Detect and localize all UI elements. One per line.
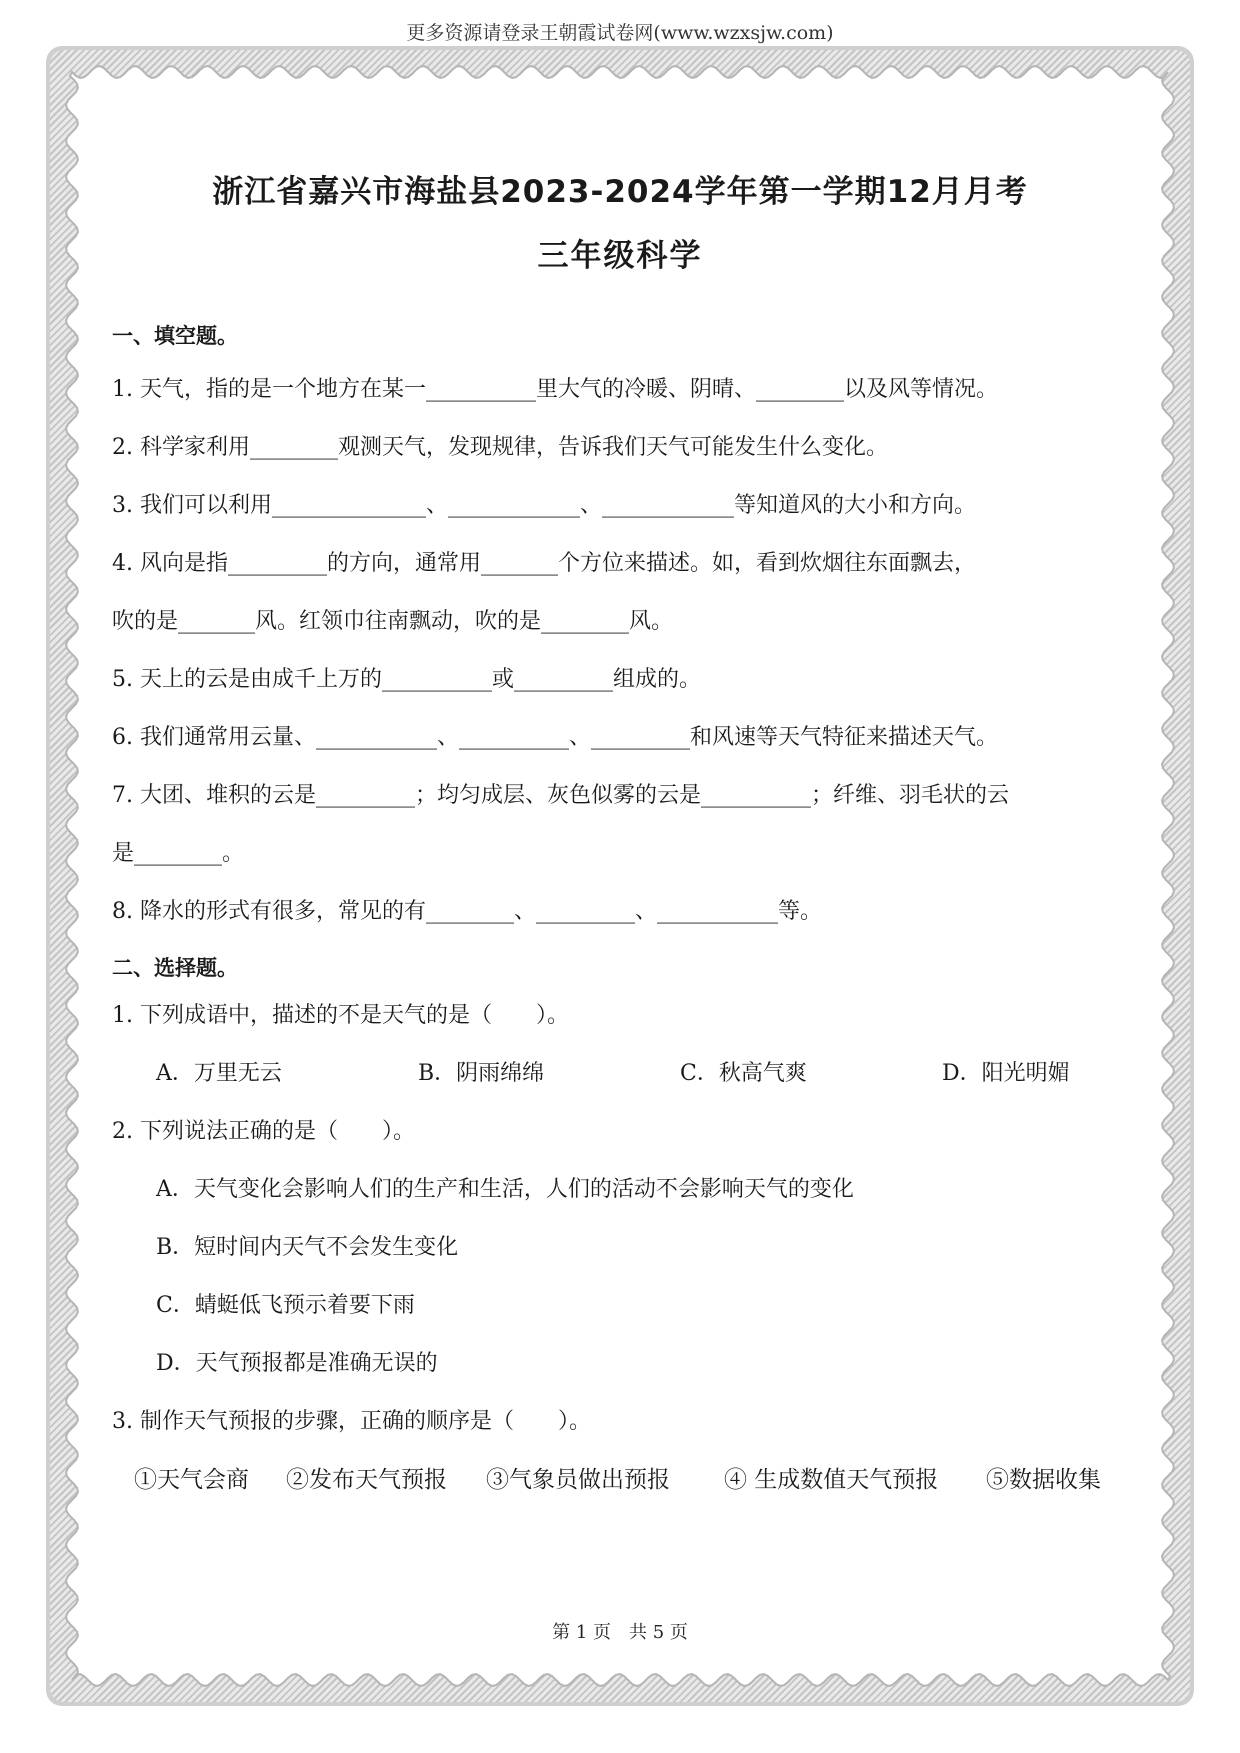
choice-option: C．秋高气爽: [680, 1061, 807, 1086]
fill-blank-question: 4. 风向是指_________的方向，通常用_______个方位来描述。如，看到炊烟往东面飘去，: [112, 551, 976, 576]
fill-blank-question: 2. 科学家利用________观测天气，发现规律，告诉我们天气可能发生什么变化。: [112, 435, 888, 460]
process-step: ⑤数据收集: [986, 1467, 1101, 1493]
process-step: ①天气会商: [134, 1467, 249, 1493]
fill-blank-question: 5. 天上的云是由成千上万的__________或_________组成的。: [112, 667, 701, 692]
process-step: ③气象员做出预报: [486, 1467, 670, 1493]
site-header: 更多资源请登录王朝霞试卷网(www.wzxsjw.com): [406, 22, 834, 44]
fill-blank-question: 6. 我们通常用云量、___________、__________、_________和风速等天气特征来描述天气。: [112, 725, 998, 750]
choice-option: A．万里无云: [156, 1061, 282, 1086]
choice-option: D．阳光明媚: [942, 1061, 1070, 1086]
section-fill-blank-heading: 一、填空题。: [112, 324, 238, 348]
choice-option: B．短时间内天气不会发生变化: [156, 1235, 459, 1260]
choice-option: C．蜻蜓低飞预示着要下雨: [156, 1293, 415, 1318]
process-step: ②发布天气预报: [286, 1467, 447, 1493]
exam-page: [80, 82, 1160, 1670]
exam-subtitle: 三年级科学: [537, 238, 703, 274]
choice-option: B．阴雨绵绵: [418, 1061, 545, 1086]
fill-blank-question-continued: 是________。: [112, 841, 245, 866]
fill-blank-question: 3. 我们可以利用______________、____________、____________等知道风的大小和方向。: [112, 493, 976, 518]
choice-question-stem: 2. 下列说法正确的是（ ）。: [112, 1119, 415, 1144]
choice-option: A．天气变化会影响人们的生产和生活，人们的活动不会影响天气的变化: [156, 1177, 854, 1202]
fill-blank-question: 7. 大团、堆积的云是_________；均匀成层、灰色似雾的云是__________；纤维、羽毛状的云: [112, 783, 1009, 808]
fill-blank-question-continued: 吹的是_______风。红领巾往南飘动，吹的是________风。: [112, 609, 674, 634]
process-step: ④ 生成数值天气预报: [724, 1467, 939, 1493]
fill-blank-question: 8. 降水的形式有很多，常见的有________、_________、___________等。: [112, 899, 822, 924]
fill-blank-question: 1. 天气，指的是一个地方在某一__________里大气的冷暖、阴晴、________以及风等情况。: [112, 377, 998, 402]
choice-question-stem: 3. 制作天气预报的步骤，正确的顺序是（ ）。: [112, 1409, 591, 1434]
exam-title: 浙江省嘉兴市海盐县2023-2024学年第一学期12月月考: [212, 174, 1028, 210]
section-choice-heading: 二、选择题。: [112, 956, 238, 980]
choice-option: D．天气预报都是准确无误的: [156, 1351, 438, 1376]
choice-question-stem: 1. 下列成语中，描述的不是天气的是（ ）。: [112, 1003, 569, 1028]
page-footer: 第 1 页 共 5 页: [552, 1622, 688, 1643]
